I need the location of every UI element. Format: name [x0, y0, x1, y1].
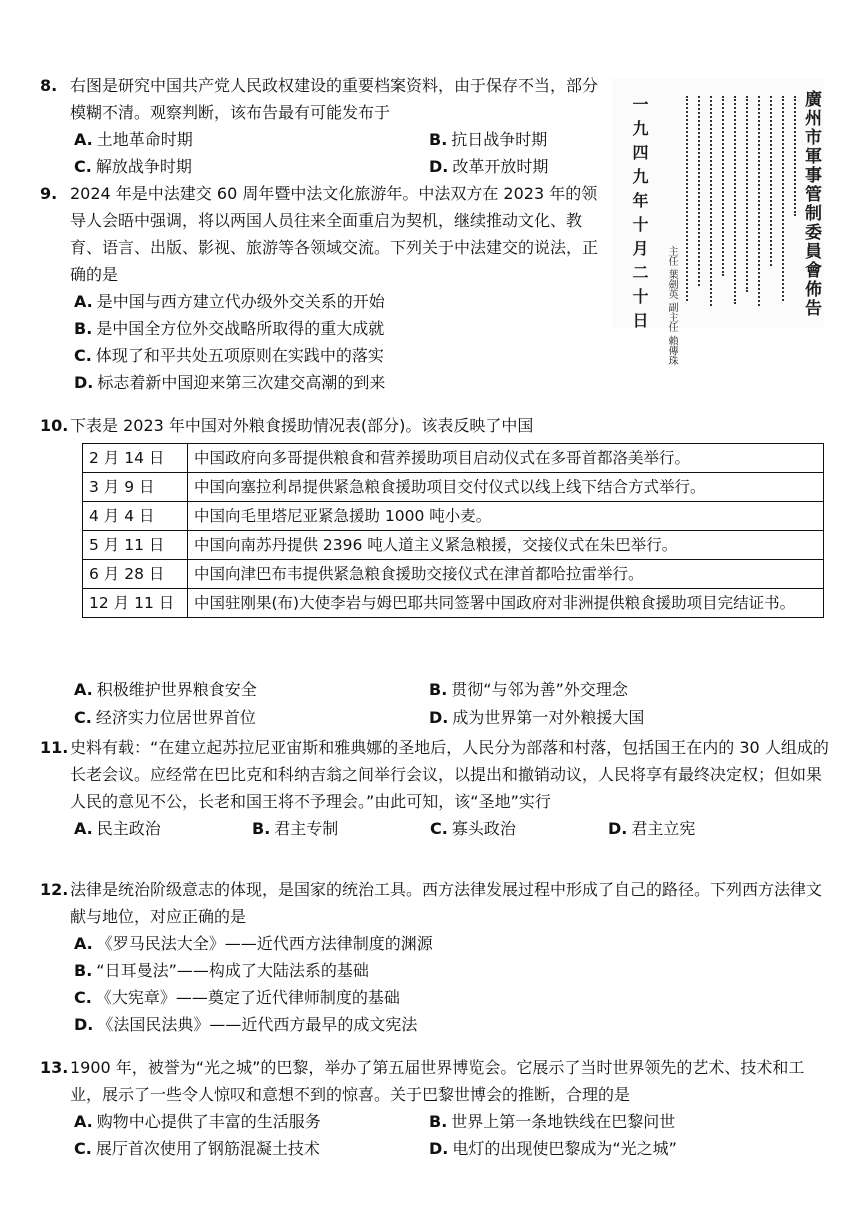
- question-number: 10.: [40, 416, 69, 435]
- table-cell-date: 12 月 11 日: [83, 589, 188, 618]
- question-number: 9.: [40, 184, 58, 203]
- question-8: [40, 72, 600, 180]
- table-row: [83, 560, 824, 589]
- table-cell-date: 6 月 28 日: [83, 560, 188, 589]
- table-cell-event: 中国驻刚果(布)大使李岩与姆巴耶共同签署中国政府对非洲提供粮食援助项目完结证书。: [188, 589, 824, 618]
- table-cell-date: 2 月 14 日: [83, 444, 188, 473]
- table-cell-event: 中国向塞拉利昂提供紧急粮食援助项目交付仪式以线上线下结合方式举行。: [188, 473, 824, 502]
- option-d: D. 君主立宪: [608, 819, 696, 838]
- options: [40, 1108, 830, 1162]
- option-b: B. 抗日战争时期: [429, 130, 548, 149]
- option-c: C. 经济实力位居世界首位: [74, 708, 256, 727]
- question-11: [40, 734, 830, 842]
- table-row: [83, 473, 824, 502]
- question-text: 法律是统治阶级意志的体现，是国家的统治工具。西方法律发展过程中形成了自己的路径。下列西方法律文献与地位，对应正确的是: [70, 880, 823, 926]
- option-a: A. 购物中心提供了丰富的生活服务: [74, 1112, 321, 1131]
- notice-title: 廣州市軍事管制委員會佈告: [801, 90, 821, 318]
- option-d: D. 《法国民法典》——近代西方最早的成文宪法: [74, 1015, 418, 1034]
- table-cell-date: 4 月 4 日: [83, 502, 188, 531]
- table-cell-event: 中国向毛里塔尼亚紧急援助 1000 吨小麦。: [188, 502, 824, 531]
- food-aid-table: [82, 443, 824, 618]
- option-b: B. 是中国全方位外交战略所取得的重大成就: [74, 319, 385, 338]
- options: [40, 815, 830, 842]
- question-text: 下表是 2023 年中国对外粮食援助情况表(部分)。该表反映了中国: [70, 416, 534, 435]
- table-row: [83, 502, 824, 531]
- option-c: C. 展厅首次使用了钢筋混凝土技术: [74, 1139, 320, 1158]
- table-row: [83, 444, 824, 473]
- question-number: 12.: [40, 880, 69, 899]
- question-11-stem: [40, 734, 830, 815]
- option-a: A. 民主政治: [74, 819, 161, 838]
- option-b: B. 世界上第一条地铁线在巴黎问世: [429, 1112, 676, 1131]
- question-text: 右图是研究中国共产党人民政权建设的重要档案资料，由于保存不当，部分模糊不清。观察判断，该布告最有可能发布于: [70, 76, 599, 122]
- option-c: C. 寡头政治: [430, 819, 516, 838]
- notice-date: 一九四九年十月二十日: [630, 96, 649, 336]
- question-number: 11.: [40, 738, 69, 757]
- options: [40, 930, 830, 1038]
- question-12-stem: [40, 876, 830, 930]
- question-10: [40, 412, 830, 618]
- table-row: [83, 531, 824, 560]
- option-a: A. 土地革命时期: [74, 130, 193, 149]
- option-a: A. 《罗马民法大全》——近代西方法律制度的渊源: [74, 934, 433, 953]
- table-cell-date: 3 月 9 日: [83, 473, 188, 502]
- question-13-stem: [40, 1054, 830, 1108]
- option-d: D. 电灯的出现使巴黎成为“光之城”: [429, 1139, 677, 1158]
- question-9-stem: [40, 180, 605, 288]
- question-text: 2024 年是中法建交 60 周年暨中法文化旅游年。中法双方在 2023 年的领导人会晤中强调，将以两国人员往来全面重启为契机，继续推动文化、教育、语言、出版、影视、旅游等各领域交流。下列关于中法建交的说法，正确的是: [70, 184, 599, 284]
- question-number: 13.: [40, 1058, 69, 1077]
- question-text: 史料有载：“在建立起苏拉尼亚宙斯和雅典娜的圣地后，人民分为部落和村落，包括国王在内的 30 人组成的长老会议。应经常在巴比克和科纳吉翁之间举行会议，以提出和撤销动议，人民将享有最终决定权；但如果人民的意见不公，长老和国王将不予理会。”由此可知，该“圣地”实行: [70, 738, 829, 811]
- question-12: [40, 876, 830, 1038]
- question-9: [40, 180, 605, 396]
- option-c: C. 体现了和平共处五项原则在实践中的落实: [74, 346, 384, 365]
- question-13: [40, 1054, 830, 1162]
- notice-signature: 主任 葉劍英 副主任 賴傳珠: [666, 246, 677, 366]
- options: [40, 288, 605, 396]
- notice-body-blurred: [684, 96, 802, 311]
- question-number: 8.: [40, 76, 58, 95]
- option-a: A. 积极维护世界粮食安全: [74, 680, 257, 699]
- option-c: C. 《大宪章》——奠定了近代律师制度的基础: [74, 988, 400, 1007]
- table-cell-event: 中国政府向多哥提供粮食和营养援助项目启动仪式在多哥首都洛美举行。: [188, 444, 824, 473]
- options: [40, 126, 600, 180]
- question-10-stem: [40, 412, 830, 439]
- option-d: D. 成为世界第一对外粮援大国: [429, 708, 645, 727]
- table-row: [83, 589, 824, 618]
- option-b: B. “日耳曼法”——构成了大陆法系的基础: [74, 961, 369, 980]
- question-10-options: [40, 676, 860, 732]
- option-d: D. 标志着新中国迎来第三次建交高潮的到来: [74, 373, 386, 392]
- question-text: 1900 年，被誉为“光之城”的巴黎，举办了第五届世界博览会。它展示了当时世界领先的艺术、技术和工业，展示了一些令人惊叹和意想不到的惊喜。关于巴黎世博会的推断，合理的是: [70, 1058, 805, 1104]
- table-cell-date: 5 月 11 日: [83, 531, 188, 560]
- archival-notice-image: [612, 78, 824, 366]
- option-a: A. 是中国与西方建立代办级外交关系的开始: [74, 292, 385, 311]
- option-c: C. 解放战争时期: [74, 157, 192, 176]
- option-b: B. 君主专制: [252, 819, 339, 838]
- option-d: D. 改革开放时期: [429, 157, 549, 176]
- table-cell-event: 中国向南苏丹提供 2396 吨人道主义紧急粮援，交接仪式在朱巴举行。: [188, 531, 824, 560]
- table-cell-event: 中国向津巴布韦提供紧急粮食援助交接仪式在津首都哈拉雷举行。: [188, 560, 824, 589]
- option-b: B. 贯彻“与邻为善”外交理念: [429, 680, 628, 699]
- question-8-stem: [40, 72, 600, 126]
